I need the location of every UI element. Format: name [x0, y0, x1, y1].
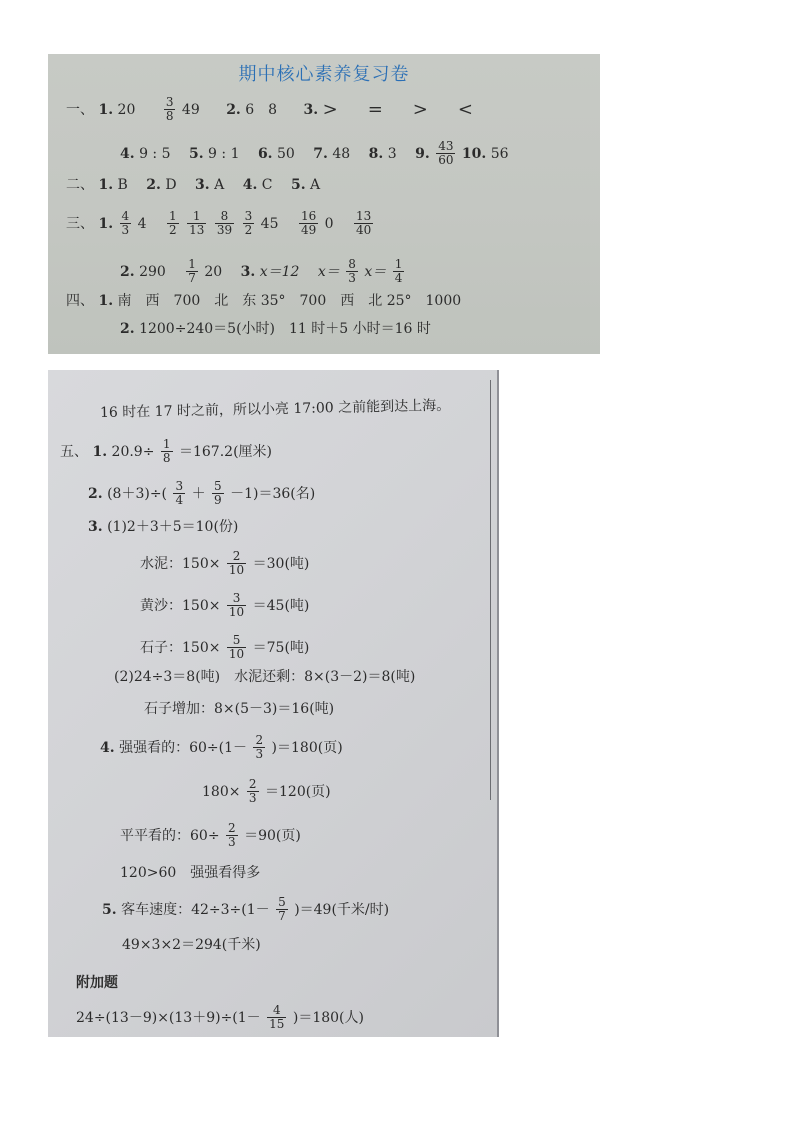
solution-line: 180× $\frac{2}{3}$ ＝120(页): [202, 777, 331, 805]
section-label: 三、: [66, 215, 94, 232]
solution-line: 5. 客车速度：42÷3÷(1－ $\frac{5}{7}$ )＝49(千米/时): [102, 895, 390, 923]
fraction: $\frac{2}{3}$: [255, 733, 264, 761]
solution-line: 120>60 强强看得多: [120, 865, 261, 881]
page-edge-line: [490, 380, 491, 800]
solution-line: (2)24÷3＝8(吨) 水泥还剩：8×(3－2)＝8(吨): [114, 669, 416, 685]
page-title: 期中核心素养复习卷: [238, 64, 410, 85]
fraction: $\frac{1}{8}$: [162, 437, 171, 465]
section-4b-line: 2. 1200÷240＝5(小时) 11 时＋5 小时＝16 时: [120, 321, 431, 337]
section-label: 一、: [66, 101, 94, 118]
solution-line: 24÷(13－9)×(13＋9)÷(1－ $\frac{4}{15}$ )＝180(人): [76, 1003, 364, 1031]
bonus-heading: 附加题: [76, 975, 118, 991]
fraction: $\frac{2}{3}$: [228, 821, 236, 849]
fraction: $\frac{3}{8}$: [165, 95, 174, 123]
solution-line: 3. (1)2＋3＋5＝10(份): [88, 519, 239, 535]
fraction: $\frac{8}{39}$: [216, 209, 233, 237]
solution-line: 水泥：150× $\frac{2}{10}$ ＝30(吨): [140, 549, 310, 577]
fraction: $\frac{2}{3}$: [248, 777, 257, 805]
section-label: 五、: [60, 443, 88, 460]
fraction: $\frac{1}{2}$: [169, 209, 177, 237]
fraction: $\frac{1}{7}$: [188, 257, 196, 285]
section-2-line: 二、 1. B 2. D 3. A 4. C 5. A: [66, 177, 321, 193]
fraction: $\frac{1}{4}$: [394, 257, 403, 285]
section-3b-line: 2. 290 $\frac{1}{7}$ 20 3. x＝12 x＝ $\frac{8}{3}$ x＝ $\frac{1}{4}$: [120, 257, 403, 285]
solution-line: 4. 强强看的：60÷(1－ $\frac{2}{3}$ )＝180(页): [100, 733, 343, 761]
answer-photo-bottom: [48, 370, 499, 1037]
section-1-line: 一、 1. 20 $\frac{3}{8}$ 49 2. 6 8 3. > = > <: [66, 95, 479, 123]
section-label: 二、: [66, 177, 94, 193]
solution-line: 五、 1. 20.9÷ $\frac{1}{8}$ ＝167.2(厘米): [60, 437, 272, 465]
section-3-line: 三、 1. $\frac{4}{3}$ 4 $\frac{1}{2}$ $\frac{1}{13}$ $\frac{8}{39}$ $\frac{3}{2}$ 45 $\frac{16}{49}$ 0 $\frac{13}{40}$: [66, 209, 372, 237]
fraction: $\frac{4}{3}$: [121, 209, 130, 237]
solution-line: 16 时在 17 时之前，所以小亮 17:00 之前能到达上海。: [99, 397, 451, 421]
solution-line: 黄沙：150× $\frac{3}{10}$ ＝45(吨): [140, 591, 310, 619]
answer-photo-top: [48, 54, 600, 354]
fraction: $\frac{5}{10}$: [228, 633, 245, 661]
fraction: $\frac{8}{3}$: [348, 257, 356, 285]
fraction: $\frac{4}{15}$: [269, 1003, 285, 1031]
solution-line: 石子：150× $\frac{5}{10}$ ＝75(吨): [140, 633, 310, 661]
fraction: $\frac{43}{60}$: [438, 139, 454, 167]
fraction: $\frac{2}{10}$: [228, 549, 245, 577]
fraction: $\frac{1}{13}$: [189, 209, 205, 237]
fraction: $\frac{13}{40}$: [356, 209, 372, 237]
solution-line: 石子增加：8×(5－3)＝16(吨): [144, 701, 335, 717]
solution-line: 平平看的：60÷ $\frac{2}{3}$ ＝90(页): [120, 821, 301, 849]
fraction: $\frac{16}{49}$: [300, 209, 317, 237]
fraction: $\frac{3}{4}$: [175, 479, 184, 507]
section-1b-line: 4. 9 : 5 5. 9 : 1 6. 50 7. 48 8. 3 9. $\frac{43}{60}$ 10. 56: [120, 139, 509, 167]
fraction: $\frac{3}{10}$: [228, 591, 245, 619]
fraction: $\frac{5}{9}$: [214, 479, 222, 507]
fraction: $\frac{5}{7}$: [278, 895, 286, 923]
section-label: 四、: [66, 293, 94, 309]
section-4-line: 四、 1. 南 西 700 北 东 35° 700 西 北 25° 1000: [66, 293, 462, 309]
solution-line: 49×3×2＝294(千米): [122, 937, 261, 953]
fraction: $\frac{3}{2}$: [244, 209, 253, 237]
solution-line: 2. (8＋3)÷( $\frac{3}{4}$ ＋ $\frac{5}{9}$ －1)＝36(名): [88, 479, 316, 507]
